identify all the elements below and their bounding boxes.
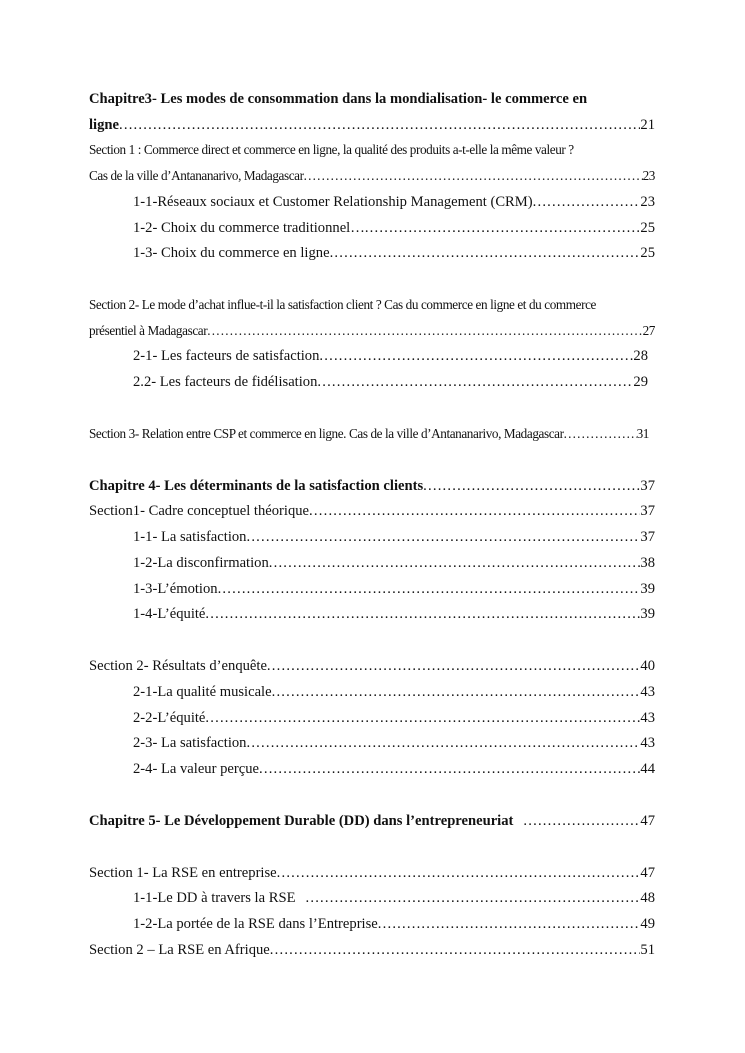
page-number: 43 (640, 710, 655, 726)
leader-dots (317, 372, 633, 392)
entry-label: Section 3- Relation entre CSP et commerce en ligne. Cas de la ville d’Antananarivo, Madagascar (89, 426, 564, 441)
ch5-section-2[interactable] (89, 940, 655, 960)
leader-dots (259, 759, 640, 779)
toc-entry-1-1-satisfaction[interactable] (133, 527, 655, 547)
toc-entry-2-2-equite[interactable] (133, 708, 655, 728)
leader-dots (119, 115, 640, 135)
page-number: 31 (636, 426, 649, 441)
page-number: 43 (640, 735, 655, 751)
entry-label: Section 1- La RSE en entreprise (89, 865, 277, 881)
page-number: 21 (640, 117, 655, 133)
toc-entry-1-2-portee-rse[interactable] (133, 914, 655, 934)
leader-dots (277, 863, 641, 883)
toc-entry-1-4-equite[interactable] (133, 604, 655, 624)
entry-label: 2-4- La valeur perçue (133, 761, 259, 777)
leader-dots (267, 656, 640, 676)
page-number: 48 (640, 890, 655, 906)
entry-label: 1-2-La disconfirmation (133, 555, 269, 571)
toc-entry-1-1-dd-rse[interactable] (133, 888, 655, 908)
toc-entry-2-2-fidelisation[interactable] (133, 372, 648, 392)
entry-label: 1-1-Réseaux sociaux et Customer Relationship Management (CRM) (133, 194, 533, 210)
ch3-section-2-line1[interactable] (89, 295, 655, 315)
leader-dots (272, 682, 641, 702)
ch3-section-3[interactable] (89, 424, 649, 444)
leader-dots (564, 424, 637, 444)
leader-dots (319, 346, 633, 366)
entry-label: 1-1- La satisfaction (133, 529, 247, 545)
entry-label: 1-4-L’équité (133, 606, 206, 622)
toc-entry-2-3-satisfaction[interactable] (133, 733, 655, 753)
entry-label: 1-3- Choix du commerce en ligne (133, 245, 330, 261)
toc-entry-2-1-qualite-musicale[interactable] (133, 682, 655, 702)
leader-dots (523, 811, 640, 831)
ch4-section-2[interactable] (89, 656, 655, 676)
chapter-3-title-cont[interactable] (89, 115, 655, 135)
entry-label: 2-1- Les facteurs de satisfaction (133, 348, 320, 364)
leader-dots (378, 914, 641, 934)
chapter-4-title-text: Chapitre 4- Les déterminants de la satisfaction clients (89, 478, 424, 494)
toc-entry-2-1-satisfaction[interactable] (133, 346, 648, 366)
leader-dots (205, 604, 640, 624)
chapter-5-title-text: Chapitre 5- Le Développement Durable (DD) dans l’entrepreneuriat (89, 813, 514, 829)
chapter-4-title[interactable] (89, 476, 655, 496)
toc-entry-1-1-crm[interactable] (133, 192, 655, 212)
ch5-section-1[interactable] (89, 863, 655, 883)
page-number: 25 (640, 245, 655, 261)
page-number: 37 (640, 478, 655, 494)
page-number: 28 (633, 348, 648, 364)
leader-dots (330, 243, 641, 263)
ch3-section-2-text-2: présentiel à Madagascar (89, 323, 208, 338)
page-number: 29 (633, 374, 648, 390)
ch3-section-2-line2[interactable] (89, 321, 655, 341)
page-number: 38 (640, 555, 655, 571)
chapter-3-title[interactable] (89, 89, 655, 109)
ch3-section-1-text-1: Section 1 : Commerce direct et commerce en ligne, la qualité des produits a-t-elle la même valeur ? (89, 142, 574, 157)
ch3-section-1-line2[interactable] (89, 166, 655, 186)
ch3-section-2-text-1: Section 2- Le mode d’achat influe-t-il la satisfaction client ? Cas du commerce en ligne et du commerce (89, 297, 596, 312)
page-number: 27 (642, 323, 655, 338)
leader-dots (269, 553, 641, 573)
page-number: 39 (640, 606, 655, 622)
page-number: 23 (640, 194, 655, 210)
leader-dots (365, 218, 641, 238)
leader-dots (207, 321, 642, 341)
page-number: 47 (640, 813, 655, 829)
page-number: 44 (640, 761, 655, 777)
toc-entry-2-4-valeur-percue[interactable] (133, 759, 655, 779)
page-number: 25 (640, 220, 655, 236)
leader-dots (423, 476, 640, 496)
leader-dots (309, 501, 640, 521)
page-number: 51 (640, 942, 655, 958)
toc-entry-1-3-emotion[interactable] (133, 579, 655, 599)
entry-label: Section1- Cadre conceptuel théorique (89, 503, 310, 519)
entry-label: 2.2- Les facteurs de fidélisation (133, 374, 318, 390)
entry-label: 2-2-L’équité (133, 710, 206, 726)
entry-label: Section 2 – La RSE en Afrique (89, 942, 270, 958)
leader-dots (205, 708, 640, 728)
ch3-section-1-text-2: Cas de la ville d’Antananarivo, Madagascar (89, 168, 304, 183)
page-number: 23 (642, 168, 655, 183)
ch4-section-1[interactable] (89, 501, 655, 521)
chapter-3-title-text: Chapitre3- Les modes de consommation dans la mondialisation- le commerce en (89, 91, 588, 107)
leader-dots (533, 192, 641, 212)
entry-label: 1-1-Le DD à travers la RSE (133, 890, 296, 906)
leader-dots (246, 527, 640, 547)
page-number: 43 (640, 684, 655, 700)
entry-label: 1-3-L’émotion (133, 581, 218, 597)
page-number: 39 (640, 581, 655, 597)
entry-label: 1-2- Choix du commerce traditionnel… (133, 220, 365, 236)
toc-entry-1-2-traditionnel[interactable] (133, 218, 655, 238)
page-number: 47 (640, 865, 655, 881)
ch3-section-1-line1[interactable] (89, 140, 655, 160)
toc-entry-1-3-en-ligne[interactable] (133, 243, 655, 263)
page-number: 37 (640, 503, 655, 519)
leader-dots (218, 579, 641, 599)
entry-label: Section 2- Résultats d’enquête (89, 658, 267, 674)
entry-label: 1-2-La portée de la RSE dans l’Entreprise (133, 916, 378, 932)
chapter-5-title[interactable] (89, 811, 655, 831)
leader-dots (246, 733, 640, 753)
leader-dots (306, 888, 641, 908)
entry-label: 2-3- La satisfaction (133, 735, 247, 751)
leader-dots (304, 166, 643, 186)
page-number: 37 (640, 529, 655, 545)
page-number: 49 (640, 916, 655, 932)
page-number: 40 (640, 658, 655, 674)
entry-label: 2-1-La qualité musicale (133, 684, 272, 700)
toc-entry-1-2-disconfirmation[interactable] (133, 553, 655, 573)
leader-dots (270, 940, 641, 960)
chapter-3-title-cont-text: ligne (89, 117, 119, 133)
